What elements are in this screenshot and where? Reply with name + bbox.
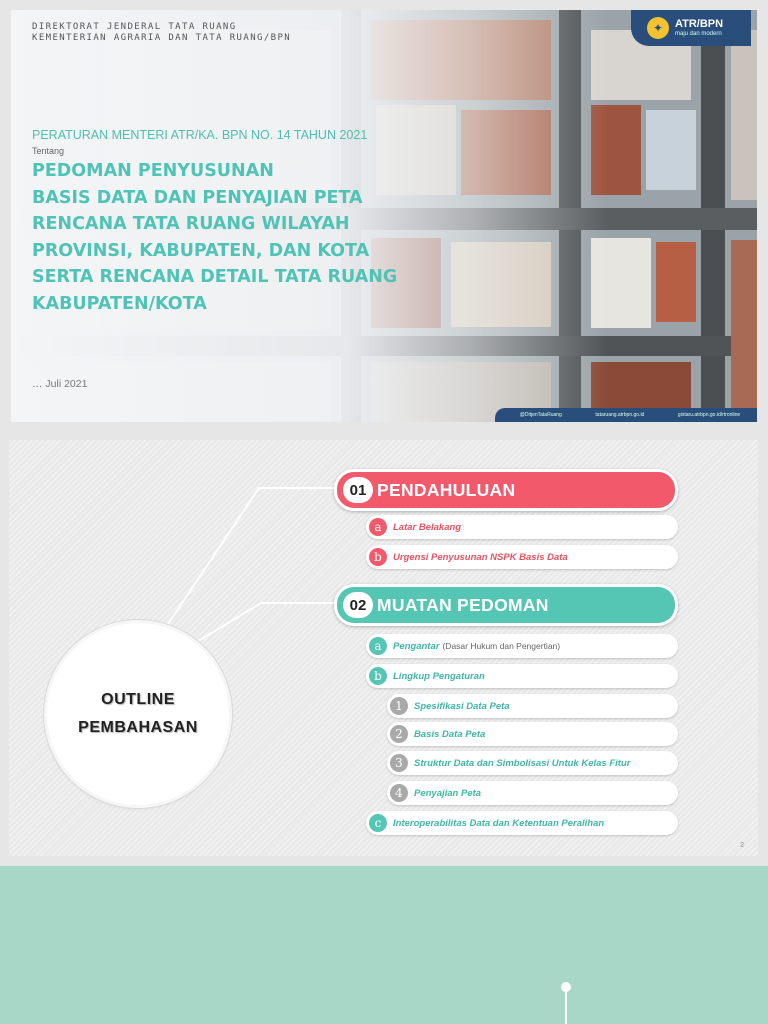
cover-title: [32, 158, 462, 318]
item-badge: b: [369, 667, 387, 685]
section-title: MUATAN PEDOMAN: [377, 595, 549, 615]
title-line: KABUPATEN/KOTA: [32, 293, 207, 314]
regulation-number: PERATURAN MENTERI ATR/KA. BPN NO. 14 TAHUN 2021: [32, 128, 368, 142]
item-badge: 1: [390, 697, 408, 715]
item-badge: c: [369, 814, 387, 832]
connector-line: [565, 988, 567, 1024]
item-label: Struktur Data dan Simbolisasi Untuk Kelas Fitur: [414, 757, 631, 769]
item-label: Lingkup Pengaturan: [393, 670, 485, 682]
item-badge: 4: [390, 784, 408, 802]
item-label: Interoperabilitas Data dan Ketentuan Peralihan: [393, 817, 605, 829]
ministry-name: KEMENTERIAN AGRARIA DAN TATA RUANG/BPN: [32, 33, 292, 43]
outline-heading: OUTLINE: [101, 691, 175, 708]
list-item: [366, 664, 678, 688]
social-handle: @DitjenTataRuang: [519, 412, 562, 418]
cover-date: … Juli 2021: [32, 378, 88, 390]
item-badge: a: [369, 518, 387, 536]
sub-list-item: [387, 722, 678, 746]
logo-tagline: maju dan modern: [675, 31, 722, 37]
list-item: [366, 515, 678, 539]
item-badge: a: [369, 637, 387, 655]
section-number: 02: [343, 592, 373, 618]
directorate-name: DIREKTORAT JENDERAL TATA RUANG: [32, 22, 237, 32]
sub-list-item: [387, 751, 678, 775]
item-badge: 3: [390, 754, 408, 772]
section-number: 01: [343, 477, 373, 503]
website-link: tataruang.atrbpn.go.id: [595, 412, 645, 418]
next-slide-preview: [0, 866, 768, 1024]
item-label: Basis Data Peta: [414, 728, 486, 740]
section-header-pendahuluan: [334, 469, 678, 511]
item-label: Latar Belakang: [393, 521, 462, 533]
item-badge: b: [369, 548, 387, 566]
title-line: PROVINSI, KABUPATEN, DAN KOTA: [32, 240, 370, 261]
section-header-muatan-pedoman: [334, 584, 678, 626]
list-item: [366, 545, 678, 569]
list-item: [366, 811, 678, 835]
outline-slide: [9, 440, 758, 856]
sub-list-item: [387, 781, 678, 805]
list-item: [366, 634, 678, 658]
outline-circle: [47, 623, 229, 805]
title-line: SERTA RENCANA DETAIL TATA RUANG: [32, 267, 398, 288]
logo-name: ATR/BPN: [675, 18, 724, 30]
atr-bpn-logo: [631, 10, 751, 46]
item-badge: 2: [390, 725, 408, 743]
cover-slide: [11, 10, 757, 422]
emblem-icon: ✦: [647, 17, 669, 39]
item-label: Pengantar: [393, 640, 440, 652]
about-label: Tentang: [32, 146, 65, 156]
item-note: (Dasar Hukum dan Pengertian): [442, 641, 561, 651]
item-label: Penyajian Peta: [414, 787, 482, 799]
sub-list-item: [387, 694, 678, 718]
title-line: RENCANA TATA RUANG WILAYAH: [32, 214, 350, 235]
outline-heading: PEMBAHASAN: [78, 719, 198, 736]
title-line: BASIS DATA DAN PENYAJIAN PETA: [32, 187, 363, 208]
item-label: Spesifikasi Data Peta: [414, 700, 510, 712]
page-number: 2: [740, 842, 744, 849]
item-label: Urgensi Penyusunan NSPK Basis Data: [393, 551, 568, 563]
website-link: gistaru.atrbpn.go.id/rtronline: [677, 412, 741, 418]
title-line: PEDOMAN PENYUSUNAN: [32, 161, 274, 181]
section-title: PENDAHULUAN: [377, 480, 516, 500]
contact-footer: [495, 408, 757, 422]
